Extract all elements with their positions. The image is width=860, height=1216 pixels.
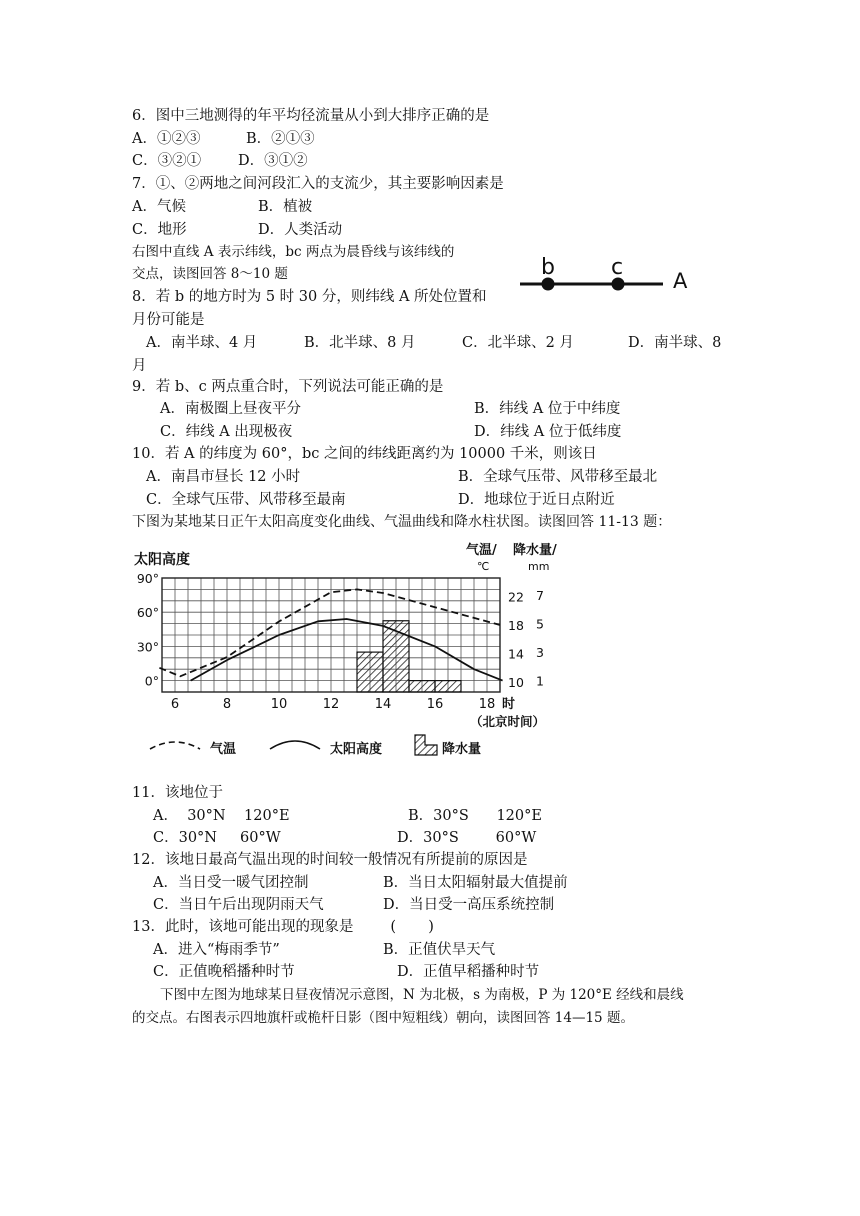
q11-stem: 11．该地位于 xyxy=(132,785,223,801)
temperature-curve xyxy=(159,589,500,676)
q7-option-b: B．植被 xyxy=(258,199,313,215)
q10-option-c: C．全球气压带、风带移至最南 xyxy=(146,492,346,508)
q9-stem: 9．若 b、c 两点重合时，下列说法可能正确的是 xyxy=(132,379,444,395)
q6-stem: 6．图中三地测得的年平均径流量从小到大排序正确的是 xyxy=(132,108,490,124)
y-rain-axis-unit: mm xyxy=(528,560,550,573)
legend-rain-symbol xyxy=(415,735,437,755)
q10-stem: 10．若 A 的纬度为 60°，bc 之间的纬线距离约为 10000 千米，则该日 xyxy=(132,446,597,462)
q9-option-a: A．南极圈上昼夜平分 xyxy=(160,401,301,417)
sun-temp-rain-chart xyxy=(130,540,570,770)
q6-option-a: A．①②③ xyxy=(132,131,201,147)
y-rain-tick-label: 7 xyxy=(536,588,544,604)
q11-option-b: B．30°S 120°E xyxy=(408,808,542,824)
q9-option-d: D．纬线 A 位于低纬度 xyxy=(474,424,622,440)
y-left-tick-label: 90° xyxy=(136,571,159,586)
q12-option-a: A．当日受一暖气团控制 xyxy=(153,875,309,891)
q6-option-b: B．②①③ xyxy=(246,131,315,147)
line-a-label: A xyxy=(673,269,688,293)
q13-option-a: A．进入“梅雨季节” xyxy=(153,942,280,958)
q8-option-d-wrap: 月 xyxy=(132,358,147,374)
q11-option-c: C．30°N 60°W xyxy=(153,830,281,846)
intro-11-13: 下图为某地某日正午太阳高度变化曲线、气温曲线和降水柱状图。读图回答 11-13 题： xyxy=(132,514,672,530)
q11-option-d: D．30°S 60°W xyxy=(397,830,537,846)
point-c-label: c xyxy=(611,255,624,280)
y-temp-tick-label: 18 xyxy=(508,618,524,634)
q13-stem: 13．此时，该地可能出现的现象是 ( ) xyxy=(132,919,434,935)
q8-option-c: C．北半球、2 月 xyxy=(462,335,574,351)
q11-option-a: A． 30°N 120°E xyxy=(153,808,290,824)
q10-option-a: A．南昌市昼长 12 小时 xyxy=(146,469,301,485)
y-left-tick-label: 30° xyxy=(136,639,159,655)
y-left-tick-label: 0° xyxy=(144,673,159,689)
q13-option-b: B．正值伏旱天气 xyxy=(383,942,496,958)
y-left-axis-title: 太阳高度 xyxy=(134,552,190,568)
rain-bar xyxy=(435,681,461,692)
x-tick-label: 14 xyxy=(374,697,392,712)
q10-option-b: B．全球气压带、风带移至最北 xyxy=(458,469,658,485)
y-rain-tick-label: 5 xyxy=(536,616,544,632)
q13-option-d: D．正值早稻播种时节 xyxy=(397,964,540,980)
x-tick-label: 16 xyxy=(426,697,444,712)
legend-temp-label: 气温 xyxy=(210,742,237,757)
intro-14-15-line2: 的交点。右图表示四地旗杆或桅杆日影（图中短粗线）朝向，读图回答 14—15 题。 xyxy=(132,1010,634,1026)
q8-stem-line1: 8．若 b 的地方时为 5 时 30 分，则纬线 A 所处位置和 xyxy=(132,289,487,305)
legend-sun-label: 太阳高度 xyxy=(330,742,383,757)
y-rain-tick-label: 1 xyxy=(536,673,544,689)
q9-option-b: B．纬线 A 位于中纬度 xyxy=(474,401,621,417)
y-rain-tick-label: 3 xyxy=(536,645,544,661)
latitude-line-figure xyxy=(515,252,695,300)
q9-option-c: C．纬线 A 出现极夜 xyxy=(160,424,293,440)
q12-option-d: D．当日受一高压系统控制 xyxy=(383,897,555,913)
y-left-tick-label: 60° xyxy=(136,605,159,621)
q13-option-c: C．正值晚稻播种时节 xyxy=(153,964,295,980)
q10-option-d: D．地球位于近日点附近 xyxy=(458,492,615,508)
q6-option-d: D．③①② xyxy=(238,153,308,169)
x-tick-label: 12 xyxy=(322,697,340,712)
legend-sun-symbol xyxy=(270,741,320,749)
x-tick-label: 6 xyxy=(170,697,180,712)
x-tick-label: 8 xyxy=(222,697,232,712)
y-temp-tick-label: 22 xyxy=(508,589,524,605)
intro-8-10-line2: 交点，读图回答 8～10 题 xyxy=(132,266,288,282)
q8-option-d: D．南半球、8 xyxy=(628,335,722,351)
q8-option-a: A．南半球、4 月 xyxy=(146,335,258,351)
y-temp-axis-unit: ℃ xyxy=(477,560,490,573)
sun-altitude-curve xyxy=(191,619,503,681)
q6-option-c: C．③②① xyxy=(132,153,202,169)
y-rain-axis-title: 降水量/ xyxy=(513,543,557,558)
x-tick-label: 18 xyxy=(478,697,496,712)
legend-temp-symbol xyxy=(150,742,200,749)
x-axis-unit: 时 xyxy=(502,697,516,712)
rain-bar xyxy=(357,652,383,692)
q12-option-c: C．当日午后出现阴雨天气 xyxy=(153,897,324,913)
q12-stem: 12．该地日最高气温出现的时间较一般情况有所提前的原因是 xyxy=(132,852,528,868)
y-temp-tick-label: 14 xyxy=(508,646,524,662)
q8-stem-line2: 月份可能是 xyxy=(132,312,205,328)
x-tick-label: 10 xyxy=(270,697,288,712)
q7-option-c: C．地形 xyxy=(132,222,187,238)
rain-bar xyxy=(409,681,435,692)
x-axis-title: （北京时间） xyxy=(470,714,546,729)
q8-option-b: B．北半球、8 月 xyxy=(304,335,416,351)
intro-14-15-line1: 下图中左图为地球某日昼夜情况示意图，N 为北极，s 为南极，P 为 120°E 经线和晨线 xyxy=(160,987,684,1003)
y-temp-tick-label: 10 xyxy=(508,675,524,691)
legend-rain-label: 降水量 xyxy=(442,742,482,757)
q7-option-d: D．人类活动 xyxy=(258,222,343,238)
q7-option-a: A．气候 xyxy=(132,199,186,215)
y-temp-axis-title: 气温/ xyxy=(466,543,497,558)
intro-8-10-line1: 右图中直线 A 表示纬线，bc 两点为晨昏线与该纬线的 xyxy=(132,244,455,260)
q12-option-b: B．当日太阳辐射最大值提前 xyxy=(383,875,568,891)
point-b-label: b xyxy=(541,255,555,280)
q7-stem: 7．①、②两地之间河段汇入的支流少，其主要影响因素是 xyxy=(132,176,504,192)
